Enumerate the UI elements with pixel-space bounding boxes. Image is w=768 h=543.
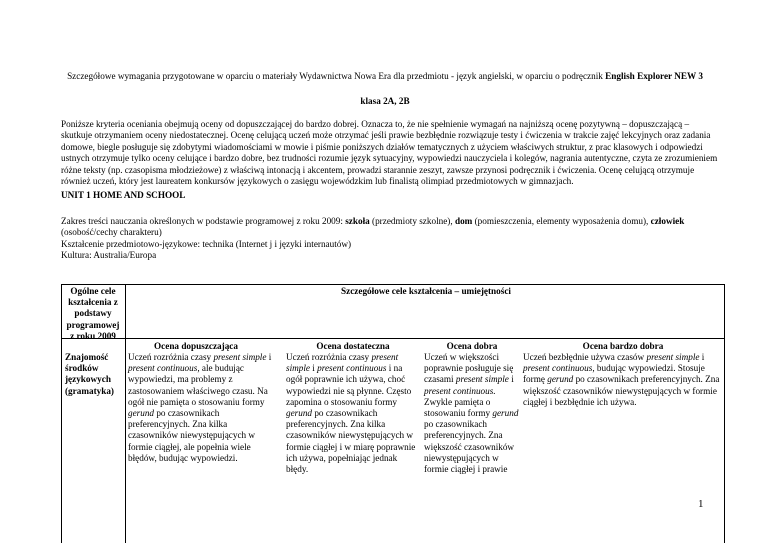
grade-header-dobra: Ocena dobra [446, 341, 498, 351]
scope-line-4: Kultura: Australia/Europa [61, 250, 157, 261]
grade-header-bardzo-dobra: Ocena bardzo dobra [582, 341, 664, 351]
detailed-goals-header: Szczegółowe cele kształcenia – umiejętności [341, 286, 511, 296]
scope-line-2: (osobość/cechy charakteru) [61, 227, 162, 238]
header-text: Szczegółowe wymagania przygotowane w oparciu o materiały Wydawnictwa Nowa Era dla przedmiotu - język angielski, w oparciu o podręcznik [67, 71, 606, 81]
grade-header-dostateczna: Ocena dostateczna [316, 341, 390, 351]
table-border-right [724, 284, 725, 543]
table-row-divider [61, 338, 725, 339]
grade-header-dopuszczajaca: Ocena dopuszczająca [154, 341, 238, 351]
table-col-divider [125, 284, 126, 543]
grade-cell-dostateczna: Uczeń rozróżnia czasy present simple i present continuous i na ogół poprawnie ich używa, choć wypowiedzi nie są płynne. Często zapomina o stosowaniu formy gerund po czasownikach preferencyjnych. Zna kilka czasowników niewystępujących w formie ciągłej i w miarę poprawnie ich używa, popełniając jednak błędy. [286, 352, 416, 475]
general-goals-header: Ogólne cele kształcenia z podstawy programowej z roku 2009 [66, 286, 120, 341]
scope-block [61, 216, 725, 262]
unit-title: UNIT 1 HOME AND SCHOOL [61, 190, 186, 200]
page-number: 1 [698, 498, 704, 510]
scope-line-3: Kształcenie przedmiotowo-językowe: technika (Internet j i języki internautów) [61, 238, 352, 249]
table-border-left [61, 284, 62, 543]
scope-line-1: Zakres treści nauczania określonych w podstawie programowej z roku 2009: szkoła (przedmioty szkolne), dom (pomieszczenia, elementy wyposażenia domu), człowiek [61, 216, 685, 226]
grade-cell-dobra: Uczeń w większości poprawnie posługuje się czasami present simple i present continuous. Zwykle pamięta o stosowaniu formy gerund po czasownikach preferencyjnych. Zna większość czasowników niewystępujących w formie ciągłej i prawie [424, 352, 519, 475]
requirements-table [61, 284, 725, 543]
grade-cell-bardzo-dobra: Uczeń bezbłędnie używa czasów present simple i present continuous, budując wypowiedzi. Stosuje formę gerund po czasownikach preferencyjnych. Zna większość czasowników niewystępujących w formie ciągłej i bezbłędnie ich używa. [523, 352, 720, 407]
class-label: klasa 2A, 2B [360, 96, 410, 106]
row-label-grammar: Znajomość środków językowych (gramatyka) [65, 352, 114, 396]
table-border-top [61, 284, 725, 285]
grade-cell-dopuszczajaca: Uczeń rozróżnia czasy present simple i present continuous, ale budując wypowiedzi, ma problemy z zastosowaniem właściwego czasu. Na ogół nie pamięta o stosowaniu formy gerund po czasownikach preferencyjnych. Zna kilka czasowników niewystępujących w formie ciągłej, ale popełnia wiele błędów, budując wypowiedzi. [128, 352, 272, 463]
document-header [40, 71, 730, 82]
book-title: English Explorer NEW 3 [605, 71, 703, 81]
intro-paragraph: Poniższe kryteria oceniania obejmują oceny od dopuszczającej do bardzo dobrej. Oznacza to, że nie spełnienie wymagań na najniższą ocenę pozytywną – dopuszczającą – skutkuje otrzymaniem oceny niedostatecznej. Ocenę celującą uczeń może otrzymać jeśli prawie bezbłędnie rozwiązuje testy i ćwiczenia w trakcie zajęć lekcyjnych oraz zadania domowe, biegle posługuje się zdobytymi wiadomościami w mowie i piśmie poniższych działów tematycznych z użyciem właściwych struktur, z prac klasowych i odpowiedzi ustnych otrzymuje tylko oceny celujące i bardzo dobre, bez trudności rozumie język sytuacyjny, wypowiedzi nauczyciela i kolegów, nagrania autentyczne, czyta ze zrozumieniem różne teksty (np. czasopisma młodzieżowe) z właściwą intonacją i akcentem, prowadzi starannie zeszyt, zawsze przynosi podręcznik i ćwiczenia. Ocenę celującą otrzymuje również uczeń, który jest laureatem konkursów językowych o zasięgu wojewódzkim lub finalistą olimpiad przedmiotowych w gimnazjach. [61, 119, 718, 187]
